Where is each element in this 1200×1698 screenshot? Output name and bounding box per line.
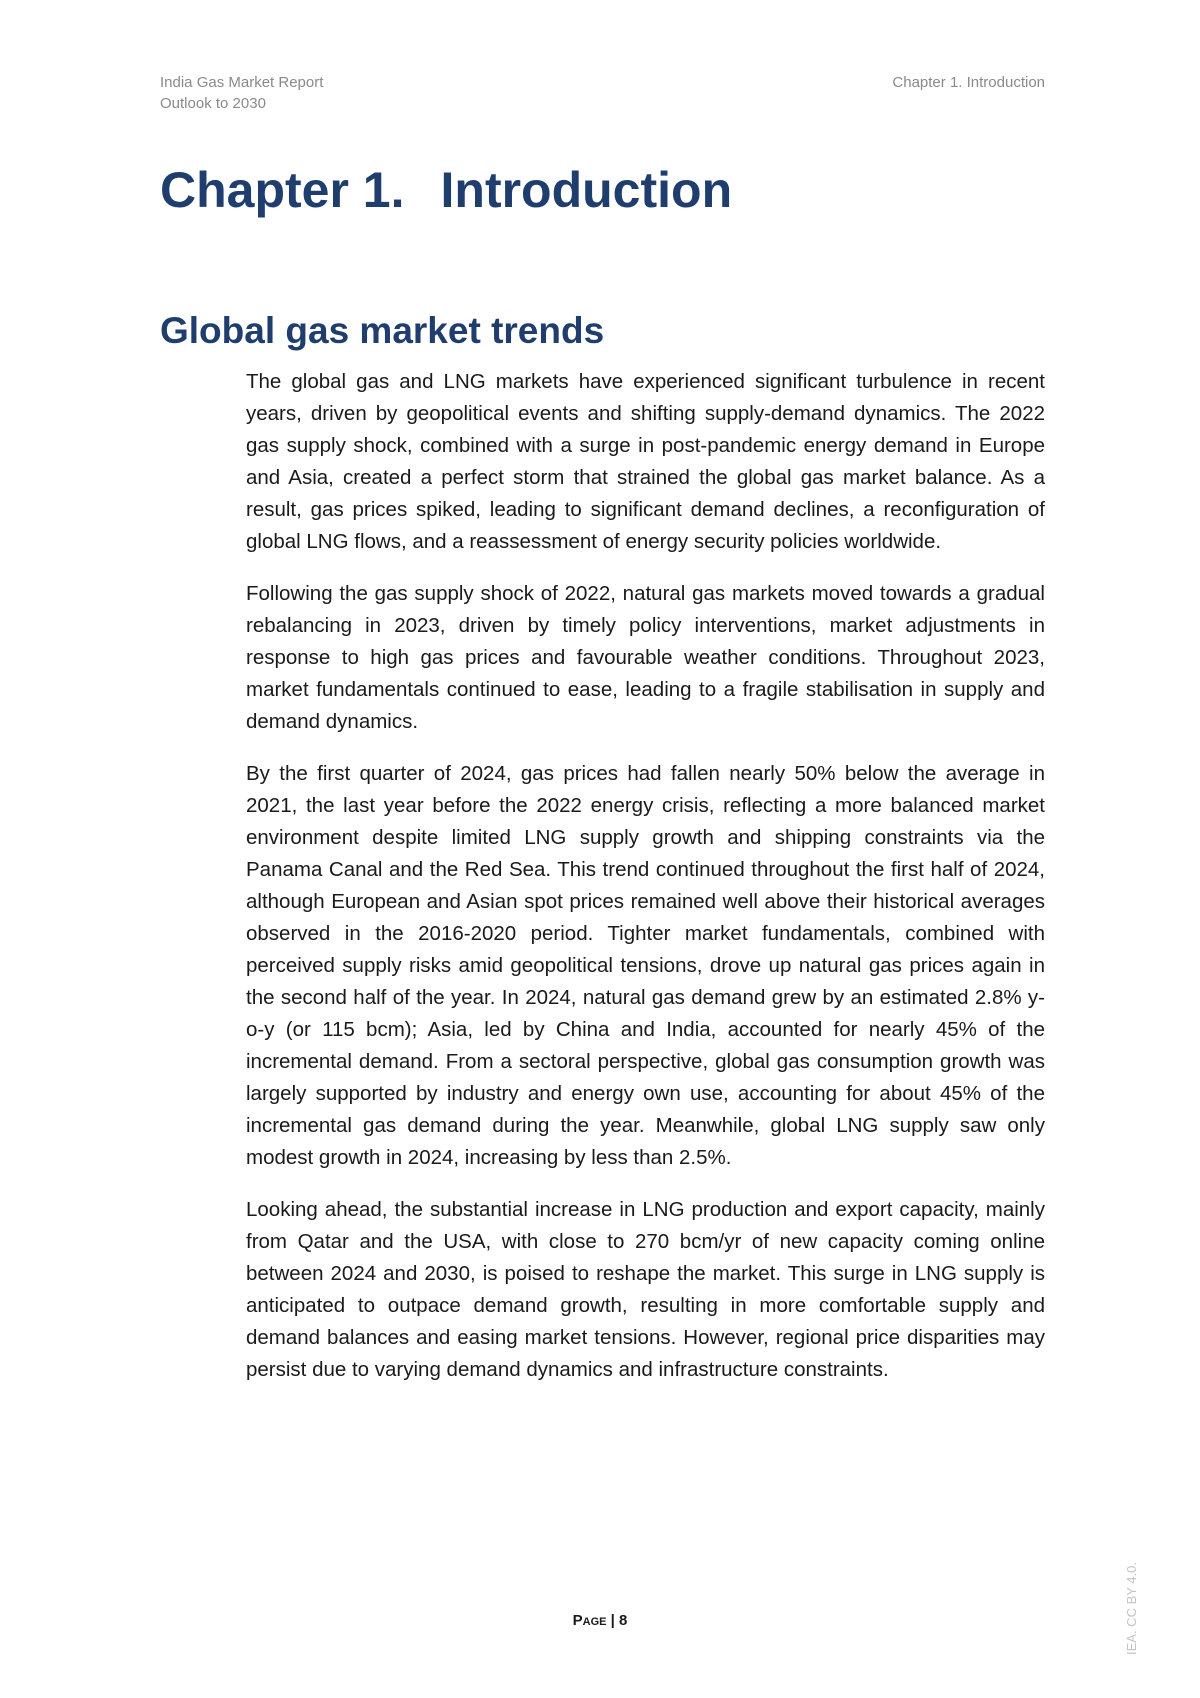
paragraph: Looking ahead, the substantial increase in LNG production and export capacity, mainly from Qatar and the USA, with close to 270 bcm/yr of new capacity coming online between 2024 and 2030, is poised to reshape the market. This surge in LNG supply is anticipated to outpace demand growth, resulting in more comfortable supply and demand balances and easing market tensions. However, regional price disparities may persist due to varying demand dynamics and infrastructure constraints. xyxy=(246,1198,1045,1381)
chapter-title xyxy=(160,160,732,220)
license-note: IEA. CC BY 4.0. xyxy=(1124,1562,1139,1655)
paragraph: The global gas and LNG markets have experienced significant turbulence in recent years, driven by geopolitical events and shifting supply-demand dynamics. The 2022 gas supply shock, combined with a surge in post-pandemic energy demand in Europe and Asia, created a perfect storm that strained the global gas market balance. As a result, gas prices spiked, leading to significant demand declines, a reconfiguration of global LNG flows, and a reassessment of energy security policies worldwide. xyxy=(246,370,1045,553)
running-chapter-header: Chapter 1. Introduction xyxy=(892,74,1045,91)
page-label: Page xyxy=(572,1612,607,1629)
section-title: Global gas market trends xyxy=(160,310,605,351)
report-header xyxy=(160,72,323,114)
body-text xyxy=(246,366,1045,1406)
page-number: 8 xyxy=(619,1612,628,1629)
chapter-name: Introduction xyxy=(440,162,733,218)
paragraph: By the first quarter of 2024, gas prices had fallen nearly 50% below the average in 2021, the last year before the 2022 energy crisis, reflecting a more balanced market environment despite limited LNG supply growth and shipping constraints via the Panama Canal and the Red Sea. This trend continued throughout the first half of 2024, although European and Asian spot prices remained well above their historical averages observed in the 2016-2020 period. Tighter market fundamentals, combined with perceived supply risks amid geopolitical tensions, drove up natural gas prices again in the second half of the year. In 2024, natural gas demand grew by an estimated 2.8% y-o-y (or 115 bcm); Asia, led by China and India, accounted for nearly 45% of the incremental demand. From a sectoral perspective, global gas consumption growth was largely supported by industry and energy own use, accounting for about 45% of the incremental gas demand during the year. Meanwhile, global LNG supply saw only modest growth in 2024, increasing by less than 2.5%. xyxy=(246,762,1045,1169)
report-title: India Gas Market Report xyxy=(160,74,324,91)
page-footer xyxy=(0,1612,1200,1629)
paragraph: Following the gas supply shock of 2022, natural gas markets moved towards a gradual rebalancing in 2023, driven by timely policy interventions, market adjustments in response to high gas prices and favourable weather conditions. Throughout 2023, market fundamentals continued to ease, leading to a fragile stabilisation in supply and demand dynamics. xyxy=(246,582,1045,733)
page-separator: | xyxy=(610,1612,615,1629)
report-subtitle: Outlook to 2030 xyxy=(160,95,266,112)
chapter-number: Chapter 1. xyxy=(160,162,405,218)
